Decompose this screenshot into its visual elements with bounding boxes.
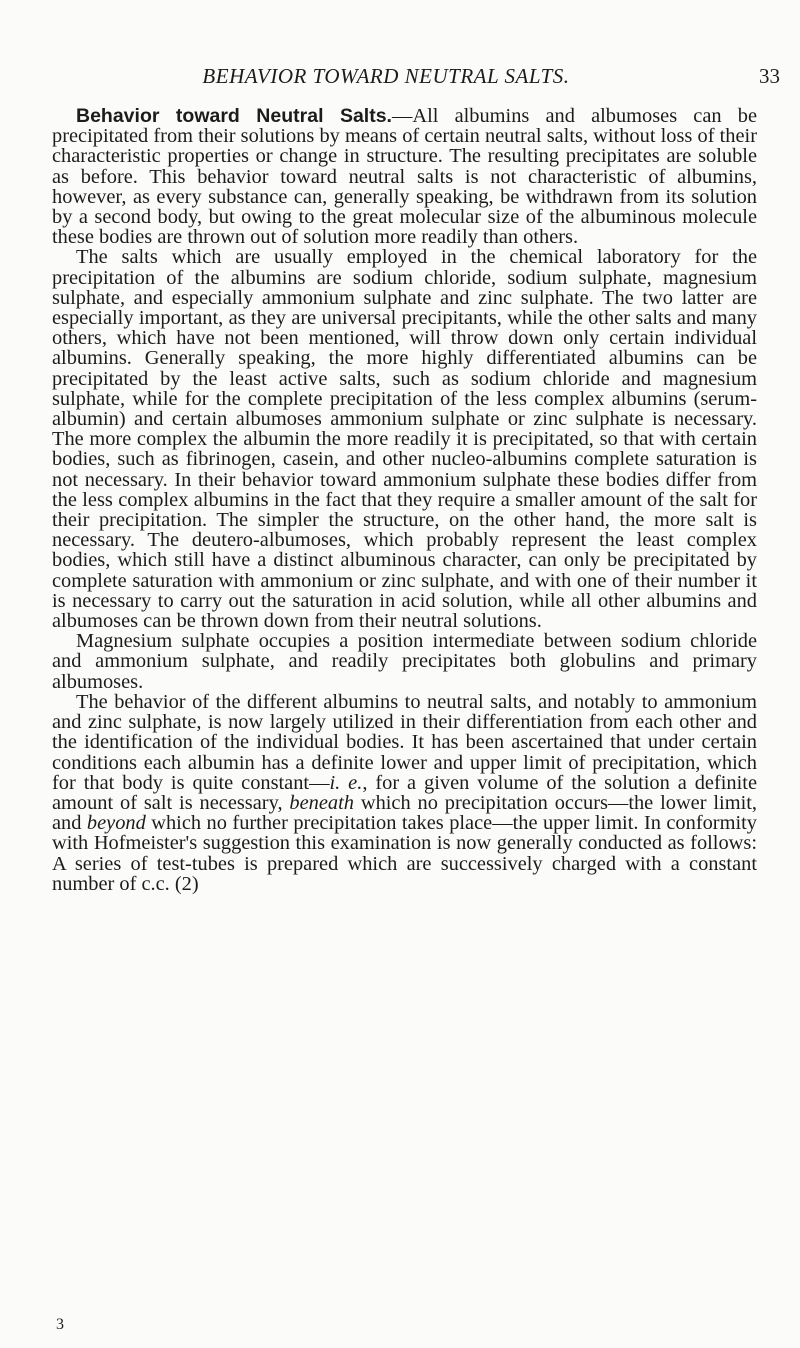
running-head: BEHAVIOR TOWARD NEUTRAL SALTS. (202, 64, 570, 88)
abbrev-ie: i. e. (329, 771, 363, 794)
emphasis-beyond: beyond (86, 812, 146, 835)
paragraph-4 (52, 692, 757, 894)
body-text (52, 106, 757, 894)
paragraph-1-text: —All albumins and albumoses can be precipitated from their solutions by means of certain neutral salts, without loss of their characteristic properties or change in structure. The resulting precipitates are soluble as before. This behavior toward neutral salts is not characteristic of albumins, however, as every substance can, generally speaking, be withdrawn from its solution by a second body, but owing to the great molecular size of the albuminous molecule these bodies are thrown out of solution more readily than others. (52, 105, 758, 249)
paragraph-1 (52, 106, 757, 247)
page-number: 33 (759, 64, 780, 88)
emphasis-beneath: beneath (289, 791, 354, 814)
paragraph-4-text-b: , for a given volume of the solution a definite amount of salt is necessary, (52, 771, 757, 814)
paragraph-3: Magnesium sulphate occupies a position intermediate between sodium chloride and ammonium sulphate, and readily precipitates both globulins and primary albumoses. (52, 630, 757, 693)
signature-mark: 3 (56, 1316, 64, 1333)
paragraph-2: The salts which are usually employed in the chemical laboratory for the precipitation of the albumins are sodium chloride, sodium sulphate, magnesium sulphate, and especially ammonium sulphate and zinc sulphate. The two latter are especially important, as they are universal precipitants, while the other salts and many others, which have not been mentioned, will throw down only certain individual albumins. Generally speaking, the more highly differentiated albumins can be precipitated by the least active salts, such as sodium chloride and magnesium sulphate, while for the complete precipitation of the less complex albumins (serum-albumin) and certain albumoses ammonium sulphate or zinc sulphate is necessary. The more complex the albumin the more readily it is precipitated, so that with certain bodies, such as fibrinogen, casein, and other nucleo-albumins complete saturation is not necessary. In their behavior toward ammonium sulphate these bodies differ from the less complex albumins in the fact that they require a smaller amount of the salt for their precipitation. The simpler the structure, on the other hand, the more salt is necessary. The deutero-albumoses, which probably represent the least complex bodies, which still have a distinct albuminous character, can only be precipitated by complete saturation with ammonium or zinc sulphate, and with one of their number it is necessary to carry out the saturation in acid solution, while all other albumins and albumoses can be thrown down from their neutral solutions. (52, 246, 757, 633)
paragraph-4-text-c: which no precipitation occurs—the lower limit, and (52, 791, 758, 835)
paragraph-4-text-a: The behavior of the different albumins to neutral salts, and notably to ammonium and zinc sulphate, is now largely utilized in their differentiation from each other and the identification of the individual bodies. It has been ascertained that under certain conditions each albumin has a definite lower and upper limit of precipitation, which for that body is quite constant— (52, 690, 757, 794)
section-heading: Behavior toward Neutral Salts. (76, 105, 392, 127)
paragraph-4-text-d: which no further precipitation takes place—the upper limit. In conformity with Hofmeister's suggestion this examination is now generally conducted as follows: A series of test-tubes is prepared which are successively charged with a constant number of c.c. (2) (52, 812, 757, 895)
